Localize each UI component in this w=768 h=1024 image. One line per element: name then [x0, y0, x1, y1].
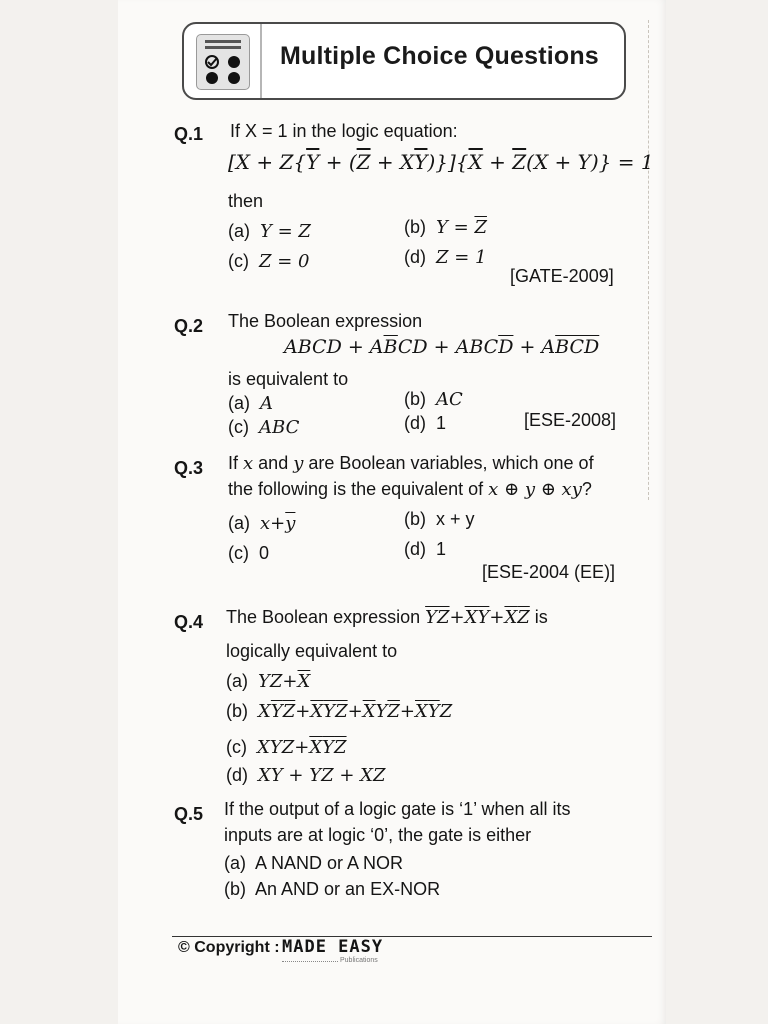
- q3-option-c: (c) 0: [228, 543, 270, 563]
- q1-stem: If X = 1 in the logic equation:: [230, 121, 458, 141]
- question-number-1: Q.1: [174, 124, 204, 144]
- q3-option-b: (b) x + y: [404, 509, 475, 529]
- q2-stem: The Boolean expression: [228, 311, 423, 331]
- q1-option-b: (b) $Y = \overline{Z}$: [404, 217, 487, 238]
- publisher-logo: MADE EASY: [282, 937, 384, 957]
- q5-line2: inputs are at logic ‘0’, the gate is either: [224, 825, 532, 845]
- checklist-icon: [196, 34, 250, 90]
- q1-option-c: (c) Z = 0: [228, 251, 310, 272]
- page-edge-marks: [648, 20, 657, 500]
- q1-then: then: [228, 191, 264, 211]
- q3-source: [ESE-2004 (EE)]: [482, 562, 616, 582]
- q4-option-b: (b) $X\overline{Y}\overline{Z}+\overline{X}\overline{Y}\overline{Z}+\overline{X}Y\overline{Z}+\overline{X}\overline{Y}Z$: [226, 701, 453, 722]
- q4-stem2: logically equivalent to: [226, 641, 398, 661]
- q3-line2: the following is the equivalent of x ⊕ y ⊕ xy?: [228, 479, 592, 500]
- question-number-4: Q.4: [174, 612, 204, 632]
- q2-option-c: (c) ABC: [228, 417, 300, 438]
- section-banner: [182, 22, 626, 100]
- q3-line1: If x and y are Boolean variables, which one of: [228, 453, 594, 474]
- q4-stem: The Boolean expression $\overline{Y}\overline{Z}+\overline{X}\overline{Y}+\overline{X}\overline{Z}$ is: [226, 607, 548, 628]
- q5-option-b: (b) An AND or an EX-NOR: [224, 879, 441, 899]
- q2-option-a: (a) A: [228, 393, 274, 414]
- q2-expression: ABCD + $A\overline{B}CD + ABC\overline{D} + A\overline{BCD}$: [284, 336, 600, 358]
- q2-source: [ESE-2008]: [524, 410, 617, 430]
- q5-option-a: (a) A NAND or A NOR: [224, 853, 404, 873]
- q1-option-d: (d) Z = 1: [404, 247, 487, 268]
- page-title: Multiple Choice Questions: [280, 42, 599, 70]
- publisher-logo-rule: [282, 961, 338, 962]
- q3-option-a: (a) $x+\overline{y}$: [228, 513, 296, 534]
- q2-option-d: (d) 1: [404, 413, 447, 433]
- banner-separator: [260, 24, 262, 98]
- q1-option-a: (a) Y = Z: [228, 221, 311, 242]
- q4-option-a: (a) $YZ+\overline{X}$: [226, 671, 311, 692]
- q1-source: [GATE-2009]: [510, 266, 614, 286]
- question-number-3: Q.3: [174, 458, 204, 478]
- footer-rule: [172, 936, 652, 937]
- copyright-text: © Copyright :: [178, 939, 280, 956]
- question-number-5: Q.5: [174, 804, 204, 824]
- q2-option-b: (b) AC: [404, 389, 463, 410]
- q1-equation: $[X + Z\{\overline{Y} + (\overline{Z} + X\overline{Y})\}]\{\overline{X} + \overline{Z}(X + Y)\} = 1$: [228, 150, 654, 174]
- q4-option-d: (d) XY + YZ + XZ: [226, 765, 386, 786]
- publisher-subtitle: Publications: [340, 957, 378, 964]
- q3-option-d: (d) 1: [404, 539, 447, 559]
- question-number-2: Q.2: [174, 316, 204, 336]
- q2-stem2: is equivalent to: [228, 369, 349, 389]
- q5-line1: If the output of a logic gate is ‘1’ when all its: [224, 799, 571, 819]
- q4-option-c: (c) $XYZ+\overline{X}\overline{Y}\overline{Z}$: [226, 737, 347, 758]
